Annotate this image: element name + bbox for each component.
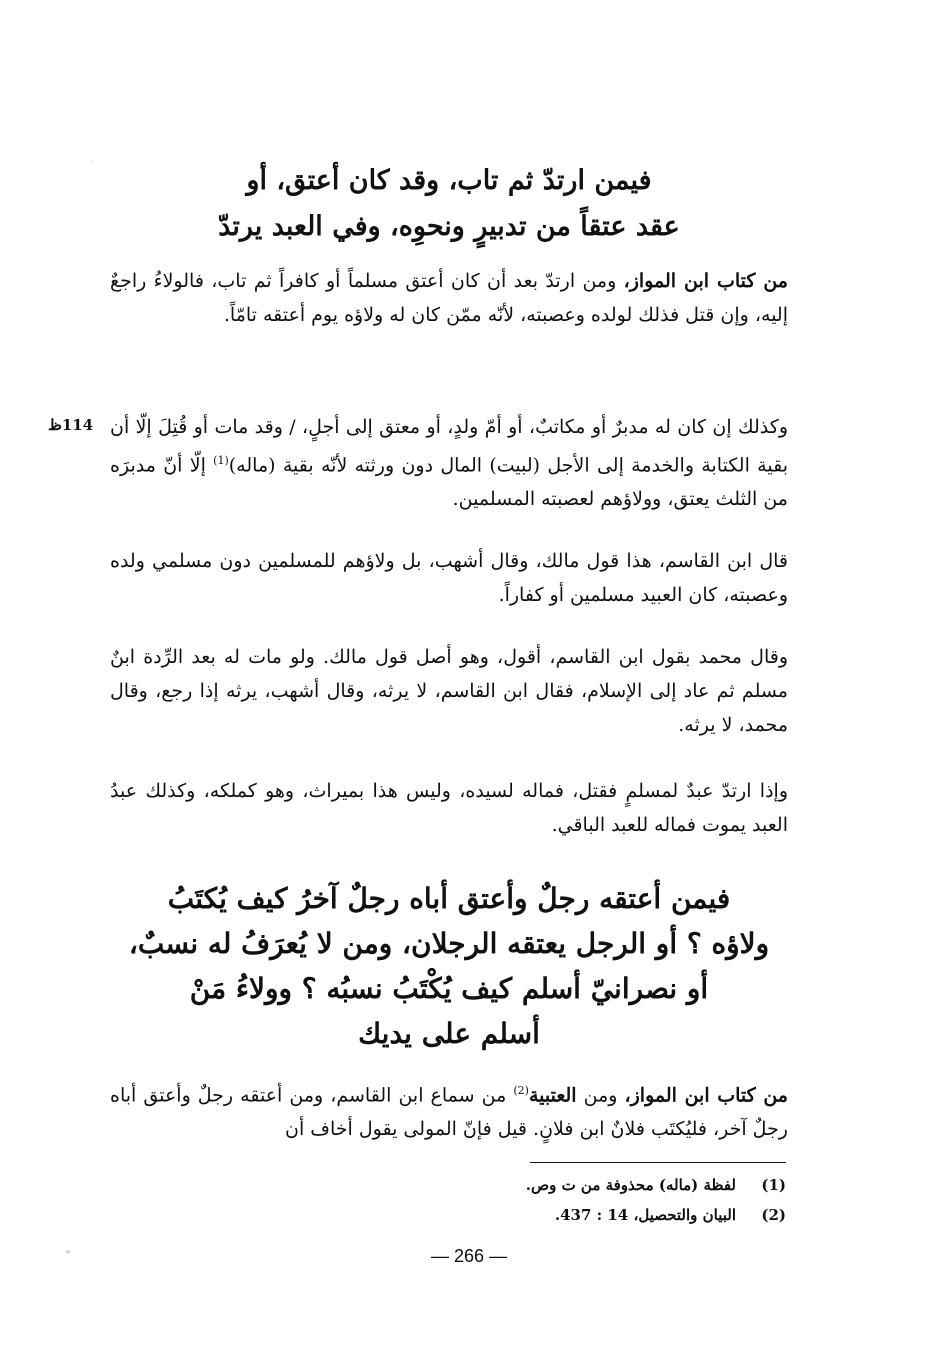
- footnote-text: البيان والتحصيل، 14 : 437.: [554, 1206, 736, 1224]
- scan-speck: ״: [66, 1246, 71, 1260]
- paragraph-text: ومن ارتدّ بعد أن كان أعتق مسلماً أو كافراً ثم تاب، فالولاءُ راجعٌ إليه، وإن قتل فذلك لولده وعصبته، لأنّه ممّن كان له ولاؤه يوم أعتقه تامّاً.: [110, 270, 788, 326]
- paragraph-text: قال ابن القاسم، هذا قول مالك، وقال أشهب، بل ولاؤهم للمسلمين دون مسلمي ولده وعصبته، كان العبيد مسلمين أو كفاراً.: [110, 550, 788, 606]
- body-paragraph-5: [110, 774, 788, 842]
- footnote-number: (1): [761, 1176, 786, 1194]
- source-reference: من كتاب ابن المواز،: [624, 1084, 788, 1107]
- body-paragraph-3: [110, 544, 788, 612]
- paragraph-text: وكذلك إن كان له مدبرٌ أو مكاتبٌ، أو أمّ ولدٍ، أو معتق إلى أجلٍ، / وقد مات أو قُتِلَ إلّا أن بقية الكتابة والخدمة إلى الأجل (لبيت) المال دون ورثته لأنّه بقية (ماله): [110, 416, 788, 477]
- paragraph-text: من سماع ابن القاسم، ومن أعتقه رجلٌ وأعتق أباه رجلٌ آخر، فليُكتَب فلانٌ ابن فلانٍ. قيل فإنّ المولى يقول أخاف أن: [110, 1084, 788, 1141]
- section-heading-1: [110, 158, 788, 250]
- body-paragraph-6: [110, 1074, 788, 1146]
- section-heading-1-line-1: فيمن ارتدّ ثم تاب، وقد كان أعتق، أو: [246, 165, 652, 196]
- footnotes: [330, 1170, 786, 1230]
- footnote-divider: [530, 1162, 786, 1163]
- paragraph-text: وإذا ارتدّ عبدٌ لمسلمٍ فقتل، فماله لسيده، وليس هذا بميراث، وهو كملكه، وكذلك عبدُ العبد يموت فماله للعبد الباقي.: [110, 780, 788, 836]
- section-heading-2-line-2: ولاؤه ؟ أو الرجل يعتقه الرجلان، ومن لا يُعرَفُ له نسبٌ،: [128, 927, 770, 960]
- footnote-number: (2): [761, 1206, 786, 1224]
- source-reference: من كتاب ابن المواز،: [623, 270, 788, 292]
- section-heading-2-line-3: أو نصرانيّ أسلم كيف يُكْتَبُ نسبُه ؟ وولاءُ مَنْ: [189, 972, 709, 1005]
- paragraph-text: إلّا أنّ مدبرَه من الثلث يعتق، وولاؤهم لعصبته المسلمين.: [110, 454, 788, 511]
- folio-margin-note: 114ظ: [48, 416, 94, 434]
- footnote-text: لفظة (ماله) محذوفة من ت وص.: [525, 1176, 736, 1194]
- page-number: — 266 —: [430, 1246, 508, 1266]
- body-paragraph-2: [110, 410, 788, 516]
- source-reference: العتبية: [528, 1084, 577, 1107]
- footnote-ref-2[interactable]: (2): [513, 1084, 529, 1097]
- section-heading-2-line-1: فيمن أعتقه رجلٌ وأعتق أباه رجلٌ آخرُ كيف يُكتَبُ: [167, 882, 731, 915]
- section-heading-2-line-4: أسلم على يديك: [358, 1017, 540, 1050]
- footnote-1: [330, 1170, 786, 1200]
- paragraph-text: ومن: [576, 1084, 625, 1107]
- section-heading-2: [110, 876, 788, 1056]
- paragraph-text: وقال محمد بقول ابن القاسم، أقول، وهو أصل قول مالك. ولو مات له بعد الرِّدة ابنٌ مسلم ثم عاد إلى الإسلام، فقال ابن القاسم، لا يرثه، وقال أشهب، يرثه إذا رجع، وقال محمد، لا يرثه.: [110, 646, 788, 736]
- footnote-ref-1[interactable]: (1): [213, 454, 229, 467]
- body-paragraph-4: [110, 640, 788, 742]
- body-paragraph-1: [110, 264, 788, 332]
- footnote-2: [330, 1200, 786, 1230]
- section-heading-1-line-2: عقد عتقاً من تدبيرٍ ونحوِه، وفي العبد يرتدّ: [218, 211, 680, 242]
